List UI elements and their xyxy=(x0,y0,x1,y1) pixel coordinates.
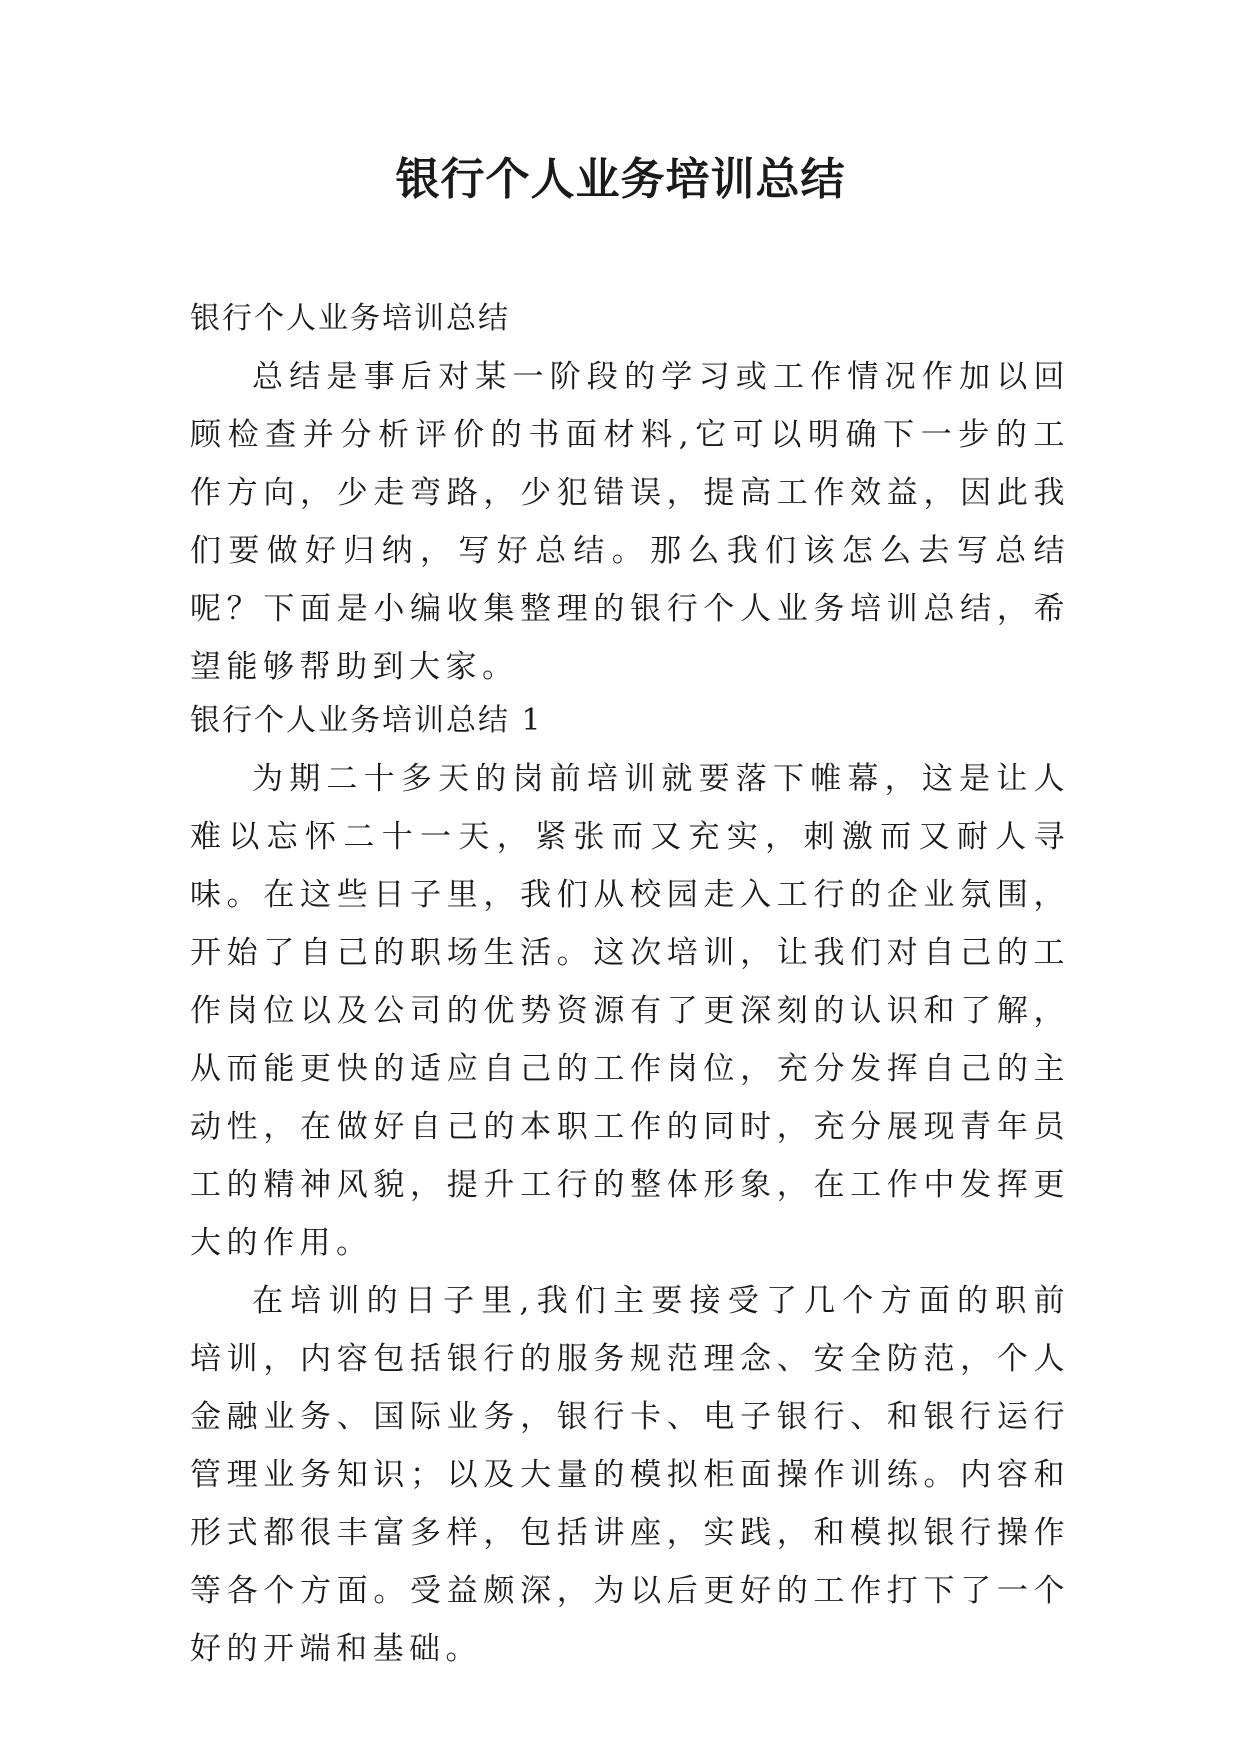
section-1-paragraph-1: 为期二十多天的岗前培训就要落下帷幕，这是让人难以忘怀二十一天，紧张而又充实，刺激而又耐人寻味。在这些日子里，我们从校园走入工行的企业氛围，开始了自己的职场生活。这次培训，让我们对自己的工作岗位以及公司的优势资源有了更深刻的认识和了解，从而能更快的适应自己的工作岗位，充分发挥自己的主动性，在做好自己的本职工作的同时，充分展现青年员工的精神风貌，提升工行的整体形象，在工作中发挥更大的作用。 xyxy=(190,761,1070,1261)
intro-paragraph: 总结是事后对某一阶段的学习或工作情况作加以回顾检查并分析评价的书面材料,它可以明确下一步的工作方向，少走弯路，少犯错误，提高工作效益，因此我们要做好归纳，写好总结。那么我们该怎么去写总结呢？下面是小编收集整理的银行个人业务培训总结，希望能够帮助到大家。 xyxy=(190,359,1070,685)
intro-heading: 银行个人业务培训总结 xyxy=(190,301,510,336)
intro-section xyxy=(190,290,1070,696)
section-1-heading: 银行个人业务培训总结 1 xyxy=(190,703,543,738)
section-1 xyxy=(190,692,1070,1678)
section-1-paragraph-2: 在培训的日子里,我们主要接受了几个方面的职前培训，内容包括银行的服务规范理念、安全防范，个人金融业务、国际业务，银行卡、电子银行、和银行运行管理业务知识；以及大量的模拟柜面操作训练。内容和形式都很丰富多样，包括讲座，实践，和模拟银行操作等各个方面。受益颇深，为以后更好的工作打下了一个好的开端和基础。 xyxy=(190,1283,1070,1667)
document-title: 银行个人业务培训总结 xyxy=(395,154,846,205)
